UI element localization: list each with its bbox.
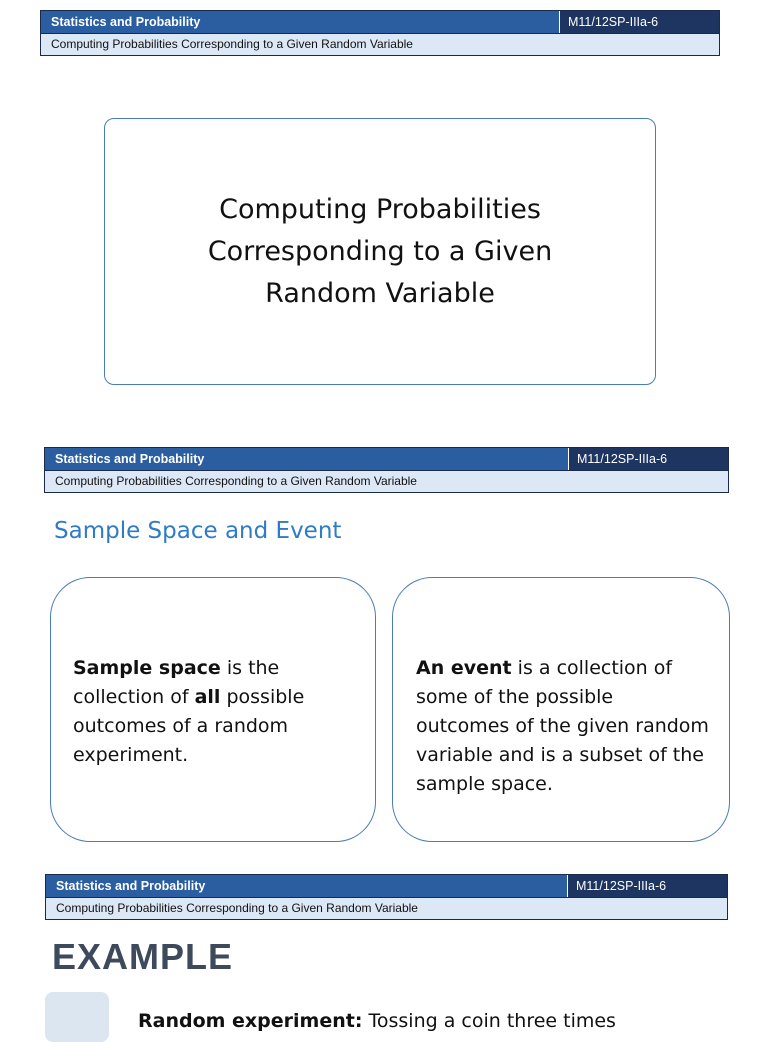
page-header	[45, 874, 728, 920]
page-header	[40, 10, 720, 56]
sample-space-text-1: is the collection of	[73, 657, 280, 708]
event-text: is a collection of some of the possible outcomes of the given random variable and is a subset of the sample space.	[416, 657, 709, 795]
example-line	[138, 1010, 616, 1032]
example-number-tile	[45, 992, 109, 1042]
event-card	[392, 577, 730, 842]
sample-space-emphasis: all	[194, 686, 221, 708]
header-topic: Computing Probabilities Corresponding to a Given Random Variable	[45, 470, 728, 492]
title-card-text: Computing Probabilities Corresponding to a Given Random Variable	[207, 193, 553, 309]
event-term: An event	[416, 657, 512, 679]
header-topic: Computing Probabilities Corresponding to a Given Random Variable	[41, 33, 719, 55]
example-text: Tossing a coin three times	[362, 1010, 616, 1032]
header-code: M11/12SP-IIIa-6	[567, 875, 727, 897]
header-subject: Statistics and Probability	[46, 875, 567, 897]
sample-space-term: Sample space	[73, 657, 221, 679]
sample-space-card	[50, 577, 376, 842]
title-card	[104, 118, 656, 385]
header-topic: Computing Probabilities Corresponding to a Given Random Variable	[46, 897, 727, 919]
example-title: EXAMPLE	[52, 936, 234, 977]
example-label: Random experiment:	[138, 1010, 363, 1032]
sample-space-text-2: possible outcomes of a random experiment.	[73, 686, 305, 766]
header-subject: Statistics and Probability	[41, 11, 559, 33]
header-code: M11/12SP-IIIa-6	[559, 11, 719, 33]
header-subject: Statistics and Probability	[45, 448, 568, 470]
page-header	[44, 447, 729, 493]
header-code: M11/12SP-IIIa-6	[568, 448, 728, 470]
section-heading: Sample Space and Event	[54, 518, 342, 544]
